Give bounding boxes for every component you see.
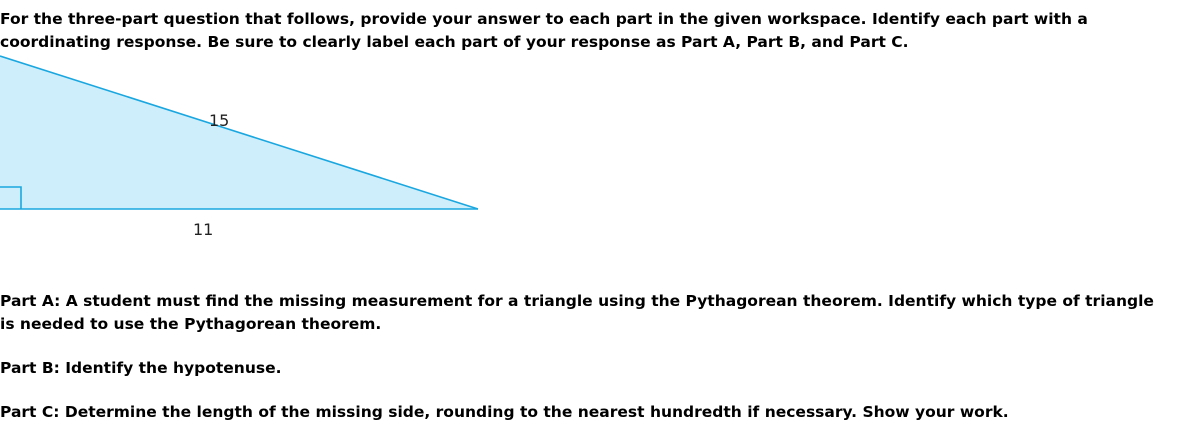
part-b-question: Part B: Identify the hypotenuse. xyxy=(0,359,282,377)
base-label: 11 xyxy=(193,220,214,239)
hypotenuse-label: 15 xyxy=(209,111,230,130)
part-a-question xyxy=(0,290,1154,336)
instructions-line-2: coordinating response. Be sure to clearly label each part of your response as Part A, Part B, and Part C. xyxy=(0,33,909,51)
part-c-question: Part C: Determine the length of the missing side, rounding to the nearest hundredth if necessary. Show your work. xyxy=(0,403,1009,421)
part-a-line-2: is needed to use the Pythagorean theorem. xyxy=(0,315,382,333)
part-a-line-1: Part A: A student must find the missing measurement for a triangle using the Pythagorean theorem. Identify which type of triangle xyxy=(0,292,1154,310)
right-triangle-figure xyxy=(0,0,500,250)
instructions-line-1: For the three-part question that follows, provide your answer to each part in the given workspace. Identify each part with a xyxy=(0,10,1088,28)
